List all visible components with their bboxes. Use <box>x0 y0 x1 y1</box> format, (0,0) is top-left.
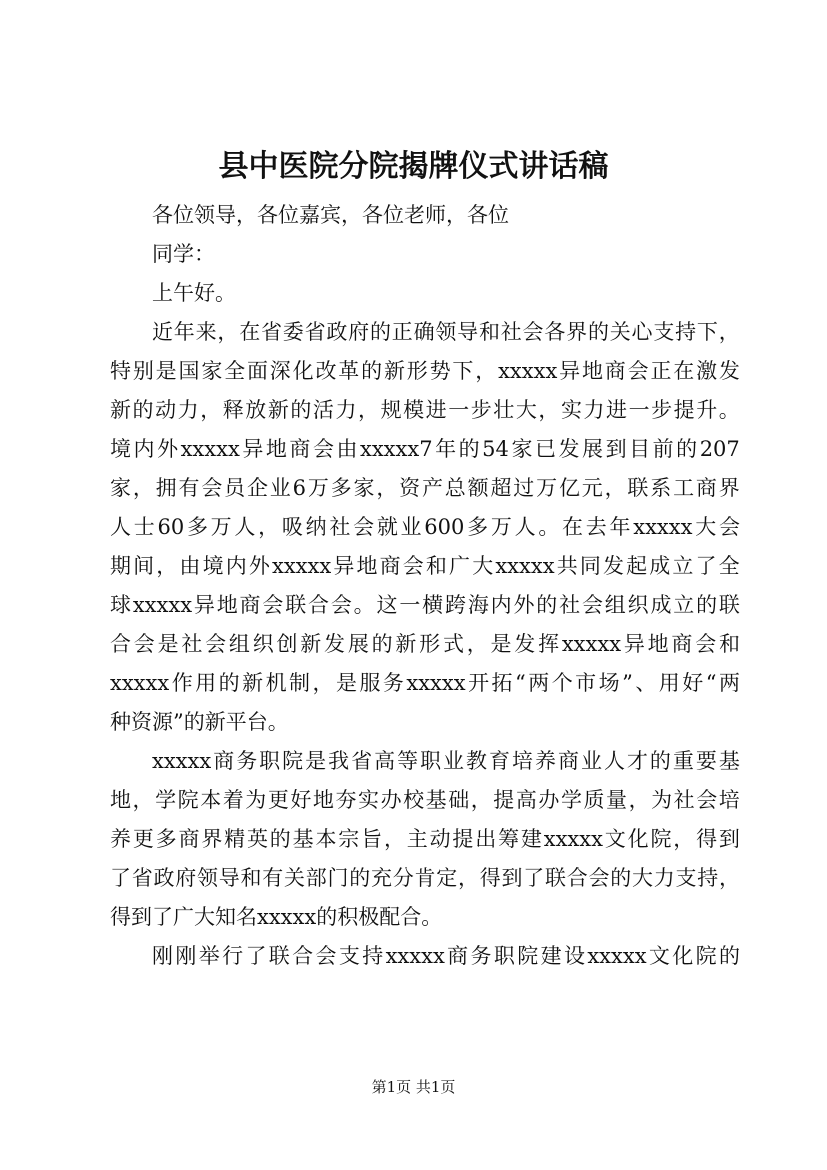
text-line: 刚 刚 举 行 了 联 合 会 支 持 xxxxx 商 务 职 院 建 设 xxxxx 文 化 院 的 <box>152 944 740 968</box>
document-body <box>110 196 740 976</box>
text-line: 近 年 来 ， 在 省 委 省 政 府 的 正 确 领 导 和 社 会 各 界 的 关 心 支 持 下 ， <box>152 320 740 344</box>
text-line: xxxxx 作 用 的 新 机 制 ， 是 服 务 xxxxx 开 拓 “ 两 个 市 场 ” 、 用 好 “ 两 <box>110 671 740 695</box>
text-line: 人 士 60 多 万 人 ， 吸 纳 社 会 就 业 600 多 万 人 。 在 去 年 xxxxx 大 会 <box>110 515 740 539</box>
text-line: 养 更 多 商 界 精 英 的 基 本 宗 旨 ， 主 动 提 出 筹 建 xxxxx 文 化 院 ， 得 到 <box>110 827 740 851</box>
text-line: 合 会 是 社 会 组 织 创 新 发 展 的 新 形 式 ， 是 发 挥 xxxxx 异 地 商 会 和 <box>110 632 740 656</box>
page-footer: 第1页 共1页 <box>371 1078 456 1096</box>
text-line: 特 别 是 国 家 全 面 深 化 改 革 的 新 形 势 下 ， xxxxx 异 地 商 会 正 在 激 发 <box>110 359 740 383</box>
text-line: xxxxx 商 务 职 院 是 我 省 高 等 职 业 教 育 培 养 商 业 人 才 的 重 要 基 <box>152 749 740 773</box>
text-line: 种资源”的新平台。 <box>110 710 289 734</box>
text-line: 新 的 动 力 ， 释 放 新 的 活 力 ， 规 模 进 一 步 壮 大 ， 实 力 进 一 步 提 升 。 <box>110 398 740 422</box>
text-line: 得到了广大知名xxxxx的积极配合。 <box>110 905 443 929</box>
text-line: 球 xxxxx 异 地 商 会 联 合 会 。 这 一 横 跨 海 内 外 的 社 会 组 织 成 立 的 联 <box>110 593 740 617</box>
text-line: 了 省 政 府 领 导 和 有 关 部 门 的 充 分 肯 定 ， 得 到 了 联 合 会 的 大 力 支 持 ， <box>110 866 740 890</box>
text-line: 家 ， 拥 有 会 员 企 业 6 万 多 家 ， 资 产 总 额 超 过 万 亿 元 ， 联 系 工 商 界 <box>110 476 740 500</box>
text-line: 境 内 外 xxxxx 异 地 商 会 由 xxxxx7 年 的 54 家 已 发 展 到 目 前 的 207 <box>110 437 740 461</box>
text-line: 期 间 ， 由 境 内 外 xxxxx 异 地 商 会 和 广 大 xxxxx 共 同 发 起 成 立 了 全 <box>110 554 740 578</box>
text-line: 上午好。 <box>152 281 236 305</box>
text-line: 各位领导，各位嘉宾，各位老师，各位 <box>152 203 509 227</box>
document-title: 县中医院分院揭牌仪式讲话稿 <box>218 149 609 184</box>
text-line: 同学： <box>152 242 215 266</box>
text-line: 地 ， 学 院 本 着 为 更 好 地 夯 实 办 校 基 础 ， 提 高 办 学 质 量 ， 为 社 会 培 <box>110 788 740 812</box>
